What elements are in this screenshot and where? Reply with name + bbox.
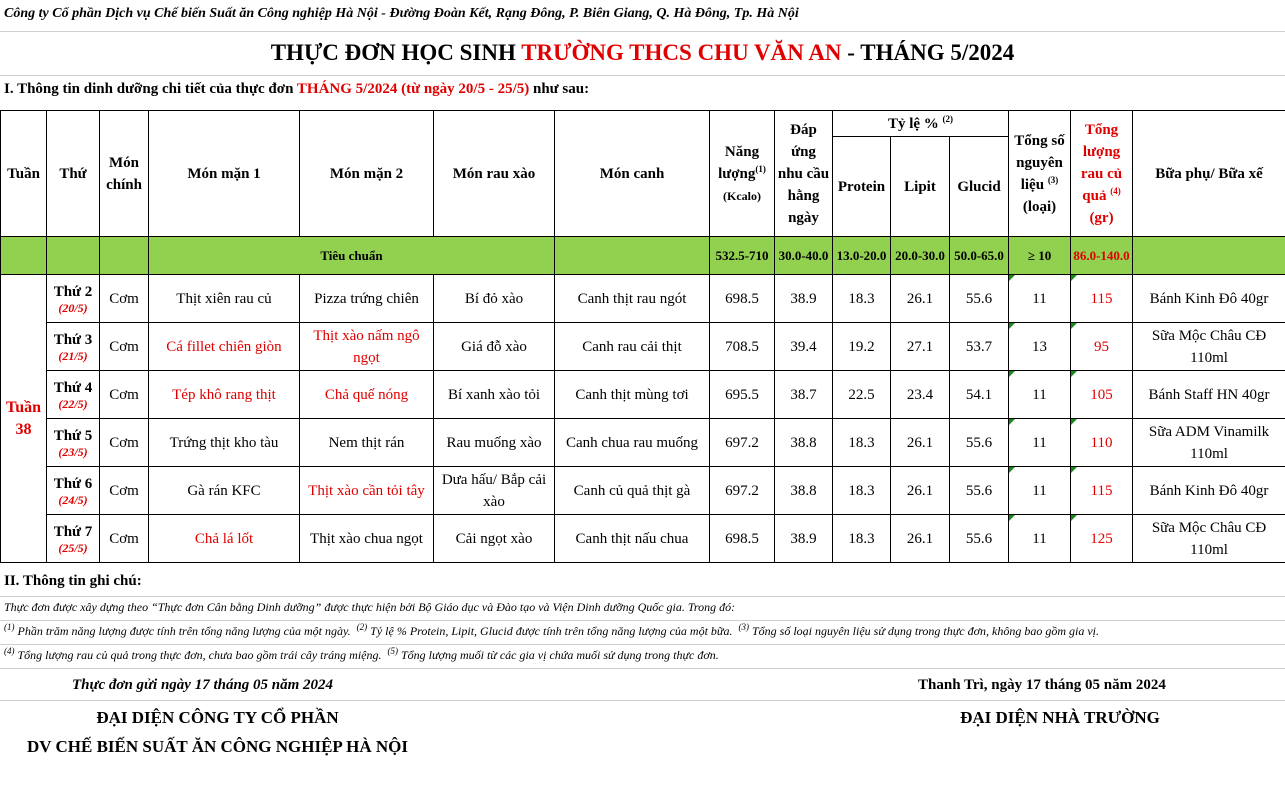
th-tuan: Tuần: [1, 111, 47, 237]
page-title: [0, 32, 1285, 76]
day-label: Thứ 5: [53, 427, 93, 444]
company-representative-2: DV CHẾ BIẾN SUẤT ĂN CÔNG NGHIỆP HÀ NỘI: [27, 737, 408, 756]
mon-canh-cell: Canh chua rau muống: [555, 419, 710, 467]
menu-row: [1, 275, 1285, 323]
th-tong-nl-label: Tổng số nguyên liệu: [1014, 132, 1065, 193]
tong-nguyen-lieu-cell: 13: [1009, 323, 1071, 371]
lipit-cell: 26.1: [891, 467, 950, 515]
th-mon-chinh: Món chính: [100, 111, 149, 237]
th-tong-rau-unit: (gr): [1089, 209, 1114, 226]
menu-row: [1, 371, 1285, 419]
mon-canh-cell: Canh củ quả thịt gà: [555, 467, 710, 515]
dap-ung-cell: 38.8: [775, 419, 833, 467]
th-mon-man-2: Món mặn 2: [300, 111, 434, 237]
glucid-cell: 54.1: [950, 371, 1009, 419]
section1-highlight: THÁNG 5/2024 (từ ngày 20/5 - 25/5): [296, 81, 530, 97]
mon-canh-cell: Canh thịt mùng tơi: [555, 371, 710, 419]
day-label: Thứ 2: [53, 283, 93, 300]
note-4-sup: (4): [4, 646, 15, 656]
standard-label: Tiêu chuẩn: [149, 237, 555, 275]
tong-rau-cell: 95: [1071, 323, 1133, 371]
nang-luong-cell: 695.5: [710, 371, 775, 419]
nang-luong-cell: 708.5: [710, 323, 775, 371]
title-school: TRƯỜNG THCS CHU VĂN AN: [521, 40, 842, 65]
th-nang-luong-sup: (1): [755, 163, 766, 174]
day-date: (20/5): [58, 300, 88, 315]
protein-cell: 18.3: [833, 515, 891, 563]
th-protein: Protein: [833, 137, 891, 237]
note-2-sup: (2): [356, 622, 368, 632]
mon-man-2-cell: Thịt xào nấm ngô ngọt: [300, 323, 434, 371]
mon-man-2-cell: Thịt xào cần tỏi tây: [300, 467, 434, 515]
th-tong-rau-sup: (4): [1110, 185, 1121, 196]
nang-luong-cell: 698.5: [710, 515, 775, 563]
mon-chinh-cell: Cơm: [100, 323, 149, 371]
note-1: Phần trăm năng lượng được tính trên tổng năng lượng của một ngày.: [14, 624, 351, 638]
mon-man-1-cell: Thịt xiên rau củ: [149, 275, 300, 323]
standard-tong-nl: ≥ 10: [1009, 237, 1071, 275]
th-mon-rau: Món rau xào: [434, 111, 555, 237]
mon-rau-cell: Bí đỏ xào: [434, 275, 555, 323]
note-line-2: [0, 621, 1285, 645]
th-glucid: Glucid: [950, 137, 1009, 237]
lipit-cell: 26.1: [891, 419, 950, 467]
company-representative-1: ĐẠI DIỆN CÔNG TY CỔ PHẦN: [96, 708, 339, 727]
mon-rau-cell: Giá đỗ xào: [434, 323, 555, 371]
tong-rau-cell: 115: [1071, 467, 1133, 515]
tong-rau-cell: 115: [1071, 275, 1133, 323]
day-cell: [47, 275, 100, 323]
mon-man-1-cell: Trứng thịt kho tàu: [149, 419, 300, 467]
lipit-cell: 23.4: [891, 371, 950, 419]
standard-nang-luong: 532.5-710: [710, 237, 775, 275]
mon-rau-cell: Rau muống xào: [434, 419, 555, 467]
date-left: Thực đơn gửi ngày 17 tháng 05 năm 2024: [72, 677, 334, 693]
company-line: Công ty Cổ phần Dịch vụ Chế biến Suất ăn Công nghiệp Hà Nội - Đường Đoàn Kết, Rạng Đông, P. Biên Giang, Q. Hà Đông, Tp. Hà Nội: [0, 0, 1285, 32]
day-label: Thứ 6: [53, 475, 93, 492]
note-3: Tổng số loại nguyên liệu sử dụng trong thực đơn, không bao gồm gia vị.: [748, 624, 1100, 638]
dap-ung-cell: 38.7: [775, 371, 833, 419]
section1-heading: [0, 76, 1285, 110]
school-representative: ĐẠI DIỆN NHÀ TRƯỜNG: [960, 708, 1160, 727]
nang-luong-cell: 698.5: [710, 275, 775, 323]
dap-ung-cell: 38.9: [775, 275, 833, 323]
th-nang-luong: [710, 111, 775, 237]
note-line-1: Thực đơn được xây dựng theo “Thực đơn Cân bằng Dinh dưỡng” được thực hiện bởi Bộ Giáo dục và Đào tạo và Viện Dinh dưỡng Quốc gia. Trong đó:: [0, 597, 1285, 621]
note-5-sup: (5): [387, 646, 398, 656]
th-ty-le-sup: (2): [942, 113, 954, 124]
day-date: (21/5): [58, 348, 88, 363]
glucid-cell: 55.6: [950, 515, 1009, 563]
standard-lipit: 20.0-30.0: [891, 237, 950, 275]
menu-row: [1, 515, 1285, 563]
mon-canh-cell: Canh thịt rau ngót: [555, 275, 710, 323]
mon-chinh-cell: Cơm: [100, 515, 149, 563]
lipit-cell: 26.1: [891, 275, 950, 323]
section1-suffix: như sau:: [529, 81, 590, 97]
bua-phu-cell: Sữa Mộc Châu CĐ 110ml: [1133, 323, 1285, 371]
week-label: Tuần 38: [1, 275, 47, 563]
th-tong-nl-sup: (3): [1047, 174, 1059, 185]
day-date: (24/5): [58, 492, 88, 507]
note-line-3: [0, 645, 1285, 669]
nang-luong-cell: 697.2: [710, 467, 775, 515]
glucid-cell: 53.7: [950, 323, 1009, 371]
tong-nguyen-lieu-cell: 11: [1009, 467, 1071, 515]
title-suffix: - THÁNG 5/2024: [841, 40, 1015, 65]
day-label: Thứ 4: [53, 379, 93, 396]
note-1-sup: (1): [4, 622, 15, 632]
th-ty-le-label: Tỷ lệ %: [887, 115, 939, 132]
day-cell: [47, 515, 100, 563]
lipit-cell: 27.1: [891, 323, 950, 371]
lipit-cell: 26.1: [891, 515, 950, 563]
menu-row: [1, 467, 1285, 515]
th-nang-luong-label: Năng lượng: [718, 143, 760, 182]
th-ty-le: [833, 111, 1009, 137]
tong-nguyen-lieu-cell: 11: [1009, 275, 1071, 323]
day-date: (23/5): [58, 444, 88, 459]
mon-rau-cell: Bí xanh xào tỏi: [434, 371, 555, 419]
bua-phu-cell: Bánh Kinh Đô 40gr: [1133, 275, 1285, 323]
day-label: Thứ 3: [53, 331, 93, 348]
day-cell: [47, 419, 100, 467]
tong-rau-cell: 110: [1071, 419, 1133, 467]
mon-chinh-cell: Cơm: [100, 467, 149, 515]
th-lipit: Lipit: [891, 137, 950, 237]
th-tong-rau: [1071, 111, 1133, 237]
day-date: (25/5): [58, 540, 88, 555]
dap-ung-cell: 38.8: [775, 467, 833, 515]
mon-man-2-cell: Nem thịt rán: [300, 419, 434, 467]
bua-phu-cell: Sữa Mộc Châu CĐ 110ml: [1133, 515, 1285, 563]
title-prefix: THỰC ĐƠN HỌC SINH: [270, 40, 522, 65]
day-cell: [47, 323, 100, 371]
mon-chinh-cell: Cơm: [100, 371, 149, 419]
protein-cell: 18.3: [833, 467, 891, 515]
standard-dap-ung: 30.0-40.0: [775, 237, 833, 275]
menu-table: [0, 110, 1285, 563]
tong-nguyen-lieu-cell: 11: [1009, 419, 1071, 467]
th-tong-rau-label: Tổng lượng rau củ quả: [1080, 121, 1123, 204]
standard-row: [1, 237, 1285, 275]
protein-cell: 22.5: [833, 371, 891, 419]
mon-man-2-cell: Thịt xào chua ngọt: [300, 515, 434, 563]
section2-heading: II. Thông tin ghi chú:: [0, 570, 1285, 597]
standard-tong-rau: 86.0-140.0: [1071, 237, 1133, 275]
bua-phu-cell: Bánh Staff HN 40gr: [1133, 371, 1285, 419]
mon-man-2-cell: Chả quế nóng: [300, 371, 434, 419]
note-5: Tổng lượng muối từ các gia vị chứa muối sử dụng trong thực đơn.: [397, 648, 719, 662]
mon-man-1-cell: Tép khô rang thịt: [149, 371, 300, 419]
th-tong-nl-unit: (loại): [1022, 198, 1057, 215]
standard-protein: 13.0-20.0: [833, 237, 891, 275]
protein-cell: 19.2: [833, 323, 891, 371]
day-date: (22/5): [58, 396, 88, 411]
mon-man-2-cell: Pizza trứng chiên: [300, 275, 434, 323]
bua-phu-cell: Bánh Kinh Đô 40gr: [1133, 467, 1285, 515]
date-right: Thanh Trì, ngày 17 tháng 05 năm 2024: [918, 677, 1166, 693]
mon-man-1-cell: Gà rán KFC: [149, 467, 300, 515]
day-cell: [47, 371, 100, 419]
nang-luong-cell: 697.2: [710, 419, 775, 467]
menu-row: [1, 419, 1285, 467]
mon-rau-cell: Cải ngọt xào: [434, 515, 555, 563]
header-row-1: [1, 111, 1285, 137]
th-mon-man-1: Món mặn 1: [149, 111, 300, 237]
th-dap-ung: Đáp ứng nhu cầu hằng ngày: [775, 111, 833, 237]
mon-man-1-cell: Cá fillet chiên giòn: [149, 323, 300, 371]
glucid-cell: 55.6: [950, 419, 1009, 467]
th-bua-phu: Bữa phụ/ Bữa xế: [1133, 111, 1285, 237]
tong-rau-cell: 125: [1071, 515, 1133, 563]
dap-ung-cell: 39.4: [775, 323, 833, 371]
day-label: Thứ 7: [53, 523, 93, 540]
dap-ung-cell: 38.9: [775, 515, 833, 563]
th-nang-luong-unit: (Kcalo): [723, 188, 761, 203]
note-3-sup: (3): [738, 622, 749, 632]
mon-chinh-cell: Cơm: [100, 275, 149, 323]
th-tong-nguyen-lieu: [1009, 111, 1071, 237]
th-thu: Thứ: [47, 111, 100, 237]
th-mon-canh: Món canh: [555, 111, 710, 237]
mon-rau-cell: Dưa hấu/ Bắp cải xào: [434, 467, 555, 515]
note-4: Tổng lượng rau củ quả trong thực đơn, chưa bao gồm trái cây tráng miệng.: [14, 648, 382, 662]
day-cell: [47, 467, 100, 515]
glucid-cell: 55.6: [950, 275, 1009, 323]
protein-cell: 18.3: [833, 419, 891, 467]
tong-nguyen-lieu-cell: 11: [1009, 515, 1071, 563]
note-2: Tỷ lệ % Protein, Lipit, Glucid được tính trên tổng năng lượng của một bữa.: [367, 624, 733, 638]
tong-nguyen-lieu-cell: 11: [1009, 371, 1071, 419]
menu-row: [1, 323, 1285, 371]
section1-prefix: I. Thông tin dinh dưỡng chi tiết của thực đơn: [4, 81, 297, 97]
protein-cell: 18.3: [833, 275, 891, 323]
mon-canh-cell: Canh thịt nấu chua: [555, 515, 710, 563]
tong-rau-cell: 105: [1071, 371, 1133, 419]
glucid-cell: 55.6: [950, 467, 1009, 515]
mon-chinh-cell: Cơm: [100, 419, 149, 467]
bua-phu-cell: Sữa ADM Vinamilk 110ml: [1133, 419, 1285, 467]
mon-canh-cell: Canh rau cải thịt: [555, 323, 710, 371]
standard-glucid: 50.0-65.0: [950, 237, 1009, 275]
mon-man-1-cell: Chả lá lốt: [149, 515, 300, 563]
